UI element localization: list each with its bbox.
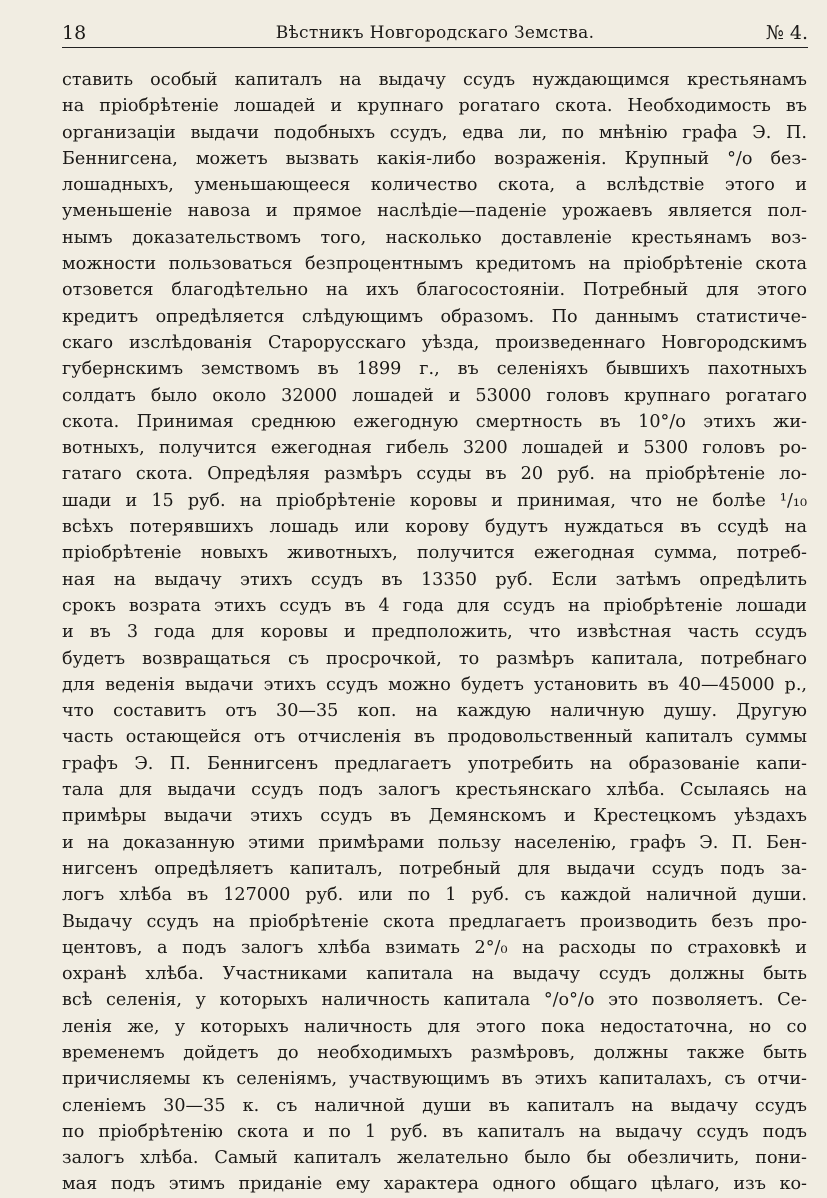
- text-line: часть остающейся отъ отчисленія въ продовольственный капиталъ суммы: [62, 727, 807, 748]
- text-line: гатаго скота. Опредѣляя размѣръ ссуды въ 20 руб. на пріобрѣтеніе ло-: [62, 464, 807, 485]
- text-line: графъ Э. П. Беннигсенъ предлагаетъ употребить на образованіе капи-: [62, 753, 807, 774]
- text-line: пріобрѣтеніе новыхъ животныхъ, получится ежегодная сумма, потреб-: [62, 543, 807, 564]
- text-line: ная на выдачу этихъ ссудъ въ 13350 руб. Если затѣмъ опредѣлить: [62, 569, 807, 590]
- issue-number: № 4.: [765, 22, 808, 44]
- text-line: логъ хлѣба въ 127000 руб. или по 1 руб. съ каждой наличной души.: [62, 885, 807, 906]
- text-line: и на доказанную этими примѣрами пользу населенію, графъ Э. П. Бен-: [62, 832, 807, 853]
- text-line: мая подъ этимъ приданіе ему характера одного общаго цѣлаго, изъ ко-: [62, 1174, 807, 1195]
- text-line: губернскимъ земствомъ въ 1899 г., въ селеніяхъ бывшихъ пахотныхъ: [62, 359, 807, 380]
- text-line: залогъ хлѣба. Самый капиталъ желательно было бы обезличить, пони-: [62, 1148, 807, 1169]
- text-line: нымъ доказательствомъ того, насколько доставленіе крестьянамъ воз-: [62, 227, 807, 248]
- text-line: центовъ, а подъ залогъ хлѣба взимать 2°/₀ на расходы по страховкѣ и: [62, 937, 807, 958]
- text-line: срокъ возрата этихъ ссудъ въ 4 года для ссудъ на пріобрѣтеніе лошади: [62, 595, 807, 616]
- text-line: шади и 15 руб. на пріобрѣтеніе коровы и принимая, что не болѣе ¹/₁₀: [62, 490, 807, 511]
- text-line: и въ 3 года для коровы и предположить, что извѣстная часть ссудъ: [62, 622, 807, 643]
- text-line: по пріобрѣтенію скота и по 1 руб. въ капиталъ на выдачу ссудъ подъ: [62, 1121, 807, 1142]
- text-line: можности пользоваться безпроцентнымъ кредитомъ на пріобрѣтеніе скота: [62, 254, 807, 275]
- text-line: Беннигсена, можетъ вызвать какія-либо возраженія. Крупный °/о без-: [62, 148, 807, 169]
- text-line: вотныхъ, получится ежегодная гибель 3200 лошадей и 5300 головъ ро-: [62, 438, 807, 459]
- text-line: временемъ дойдетъ до необходимыхъ размѣровъ, должны также быть: [62, 1042, 807, 1063]
- text-line: на пріобрѣтеніе лошадей и крупнаго рогатаго скота. Необходимость въ: [62, 96, 807, 117]
- page-number: 18: [62, 22, 87, 44]
- text-line: будетъ возвращаться съ просрочкой, то размѣръ капитала, потребнаго: [62, 648, 807, 669]
- text-line: всѣ селенія, у которыхъ наличность капитала °/о°/о это позволяетъ. Се-: [62, 990, 807, 1011]
- text-line: кредитъ опредѣляется слѣдующимъ образомъ. По даннымъ статистиче-: [62, 306, 807, 327]
- text-line: солдатъ было около 32000 лошадей и 53000 головъ крупнаго рогатаго: [62, 385, 807, 406]
- text-line: скота. Принимая среднюю ежегодную смертность въ 10°/о этихъ жи-: [62, 411, 807, 432]
- text-line: охранѣ хлѣба. Участниками капитала на выдачу ссудъ должны быть: [62, 964, 807, 985]
- text-line: скаго изслѣдованія Старорусскаго уѣзда, произведеннаго Новгородскимъ: [62, 332, 807, 353]
- header-rule: [62, 47, 808, 48]
- journal-title: Вѣстникъ Новгородскаго Земства.: [275, 23, 595, 43]
- text-line: нигсенъ опредѣляетъ капиталъ, потребный для выдачи ссудъ подъ за-: [62, 858, 807, 879]
- text-line: отзовется благодѣтельно на ихъ благосостояніи. Потребный для этого: [62, 280, 807, 301]
- text-line: примѣры выдачи этихъ ссудъ въ Демянскомъ и Крестецкомъ уѣздахъ: [62, 806, 807, 827]
- text-line: ленія же, у которыхъ наличность для этого пока недостаточна, но со: [62, 1016, 807, 1037]
- text-line: причисляемы къ селеніямъ, участвующимъ въ этихъ капиталахъ, съ отчи-: [62, 1069, 807, 1090]
- text-line: тала для выдачи ссудъ подъ залогъ крестьянскаго хлѣба. Ссылаясь на: [62, 780, 807, 801]
- text-line: организаціи выдачи подобныхъ ссудъ, едва ли, по мнѣнію графа Э. П.: [62, 122, 807, 143]
- text-line: уменьшеніе навоза и прямое наслѣдіе—паденіе урожаевъ является пол-: [62, 201, 807, 222]
- running-head: [62, 20, 808, 46]
- text-line: для веденія выдачи этихъ ссудъ можно будетъ установить въ 40—45000 р.,: [62, 674, 807, 695]
- text-line: сленіемъ 30—35 к. съ наличной души въ капиталъ на выдачу ссудъ: [62, 1095, 807, 1116]
- text-line: всѣхъ потерявшихъ лошадь или корову будутъ нуждаться въ ссудѣ на: [62, 517, 807, 538]
- text-line: ставить особый капиталъ на выдачу ссудъ нуждающимся крестьянамъ: [62, 70, 807, 90]
- text-line: лошадныхъ, уменьшающееся количество скота, а вслѣдствіе этого и: [62, 175, 807, 196]
- text-line: что составитъ отъ 30—35 коп. на каждую наличную душу. Другую: [62, 701, 807, 722]
- text-line: Выдачу ссудъ на пріобрѣтеніе скота предлагаетъ производить безъ про-: [62, 911, 807, 932]
- body-text: [62, 67, 807, 1198]
